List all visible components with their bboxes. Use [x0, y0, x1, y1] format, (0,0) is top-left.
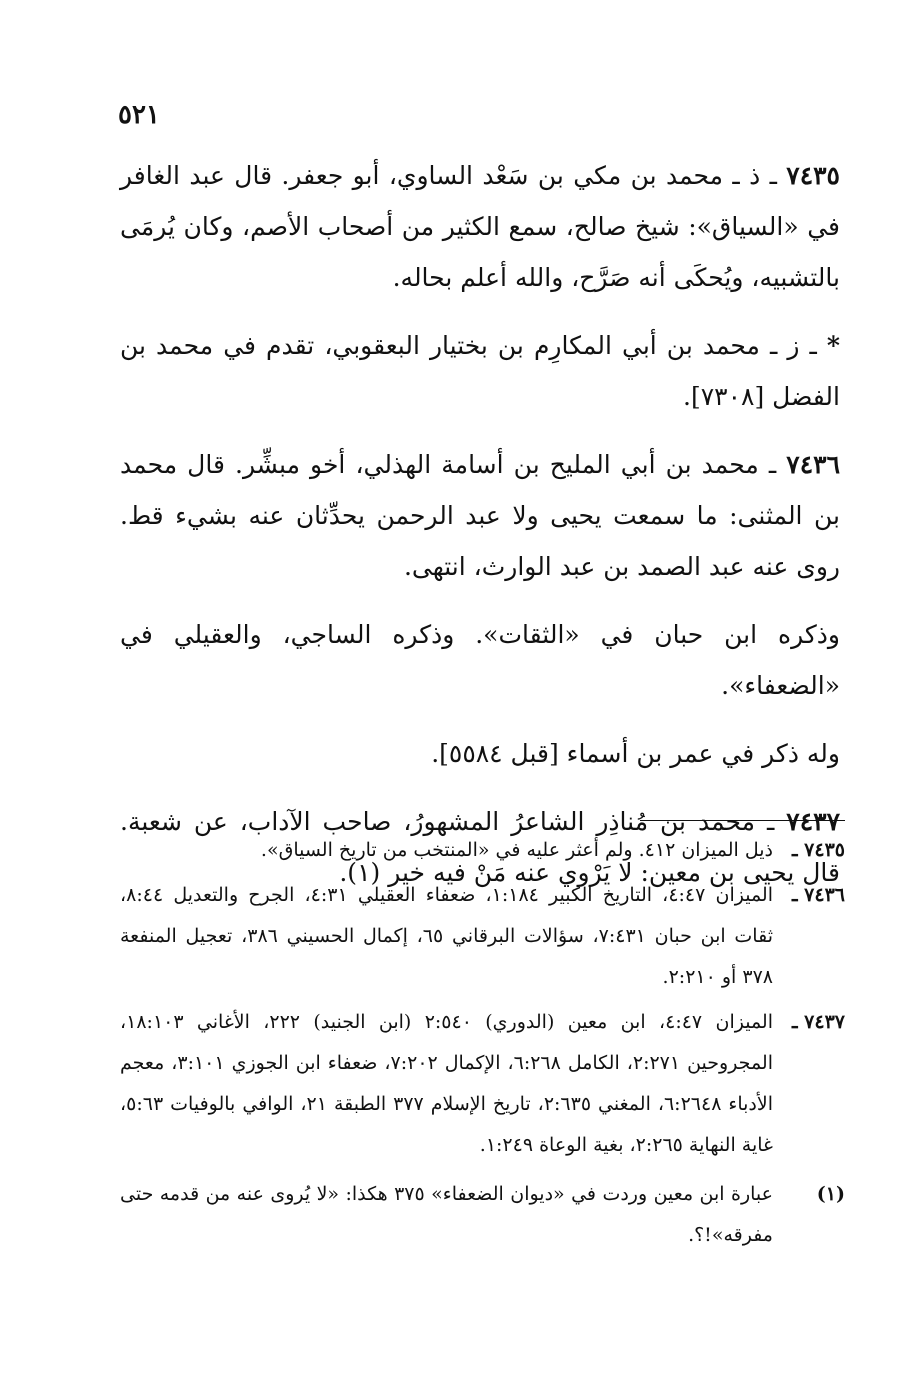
entry-number: ٧٤٣٧ [786, 807, 841, 836]
entry-text: ـ محمد بن أبي المليح بن أسامة الهذلي، أخو مبشِّر. قال محمد بن المثنى: ما سمعت يحيى ولا عبد الرحمن يحدِّثان عنه بشيء قط. روى عنه عبد الصمد بن عبد الوارث، انتهى. [120, 450, 840, 581]
footnote-text: ذيل الميزان ٤١٢. ولم أعثر عليه في «المنتخب من تاريخ السياق». [260, 839, 773, 861]
entry-marker: * [826, 331, 840, 360]
entry-7436-note-1 [120, 609, 840, 711]
footnote-1 [120, 1174, 845, 1256]
footnote-text: الميزان ٤:٤٧، التاريخ الكبير ١:١٨٤، ضعفاء العقيلي ٤:٣١، الجرح والتعديل ٨:٤٤، ثقات ابن حبان ٧:٤٣١، سؤالات البرقاني ٦٥، إكمال الحسيني ٣٨٦، تعجيل المنفعة ٣٧٨ أو ٢:٢١٠. [120, 884, 774, 988]
entry-text: وذكره ابن حبان في «الثقات». وذكره الساجي، والعقيلي في «الضعفاء». [120, 620, 840, 700]
footnote-number: ٧٤٣٥ ـ [791, 839, 845, 861]
footnote-text: عبارة ابن معين وردت في «ديوان الضعفاء» ٣٧٥ هكذا: «لا يُروى عنه من قدمه حتى مفرقه»!؟. [120, 1183, 773, 1246]
footnote-7436 [120, 875, 845, 998]
footnote-number: ٧٤٣٧ ـ [791, 1011, 845, 1033]
entry-7436-note-2 [120, 728, 840, 779]
entry-7436 [120, 439, 840, 592]
entry-text: ـ محمد بن مُناذِر الشاعرُ المشهورُ، صاحب الآداب، عن شعبة. قال يحيى بن معين: لا يَرْوي عنه مَنْ فيه خير (١). [120, 807, 840, 887]
footnotes [120, 830, 845, 1256]
footnote-7435 [120, 830, 845, 871]
footnote-number: (١) [816, 1183, 845, 1205]
entry-number: ٧٤٣٦ [786, 450, 841, 479]
footnote-number: ٧٤٣٦ ـ [791, 884, 845, 906]
entry-number: ٧٤٣٥ [786, 161, 840, 190]
entry-star [120, 320, 840, 422]
entry-text: ـ ذ ـ محمد بن مكي بن سَعْد الساوي، أبو جعفر. قال عبد الغافر في «السياق»: شيخ صالح، سمع الكثير من أصحاب الأصم، وكان يُرمَى بالتشبيه، ويُحكَى أنه صَرَّح، والله أعلم بحاله. [120, 161, 840, 292]
entry-7435 [120, 150, 840, 303]
entry-text: ـ ز ـ محمد بن أبي المكارِم بن بختيار البعقوبي، تقدم في محمد بن الفضل [٧٣٠٨]. [120, 331, 840, 411]
main-text [120, 150, 840, 898]
footnote-7437 [120, 1002, 845, 1166]
entry-text: وله ذكر في عمر بن أسماء [قبل ٥٥٨٤]. [431, 739, 840, 768]
footnote-divider [640, 820, 845, 821]
footnote-text: الميزان ٤:٤٧، ابن معين (الدوري) ٢:٥٤٠ (ابن الجنيد) ٢٢٢، الأغاني ١٨:١٠٣، المجروحين ٢:٢٧١، الكامل ٦:٢٦٨، الإكمال ٧:٢٠٢، ضعفاء ابن الجوزي ٣:١٠١، معجم الأدباء ٦:٢٦٤٨، المغني ٢:٦٣٥، تاريخ الإسلام ٣٧٧ الطبقة ٢١، الوافي بالوفيات ٥:٦٣، غاية النهاية ٢:٢٦٥، بغية الوعاة ١:٢٤٩. [120, 1011, 773, 1156]
page-number: ٥٢١ [118, 100, 160, 130]
